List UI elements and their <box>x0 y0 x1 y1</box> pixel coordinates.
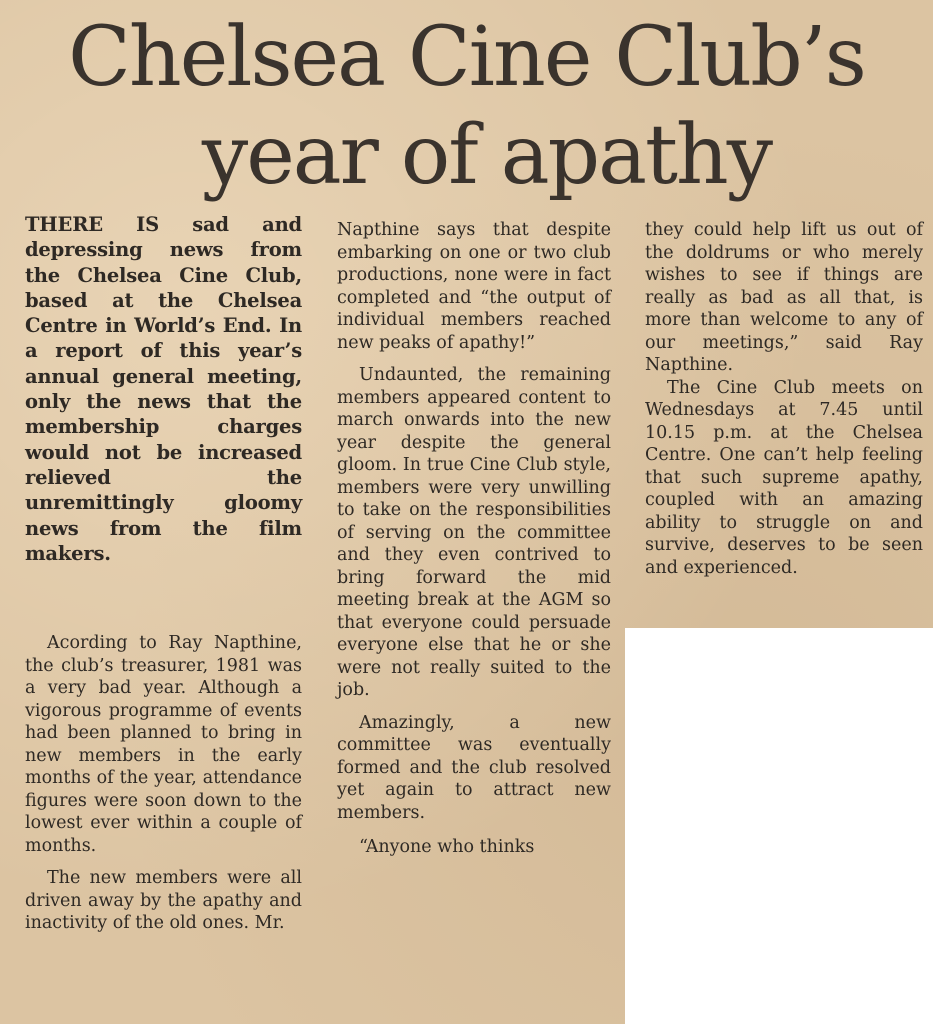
col2-paragraph-3: Amazingly, a new committee was eventually formed and the club resolved yet again to attract new members. <box>337 712 611 823</box>
lead-text: THERE IS sad and depressing news from the Chelsea Cine Club, based at the Chelsea Centre in World’s End. In a report of this year’s annual general meeting, only the news that the membership charges would not be increased relieved the unremittingly gloomy news from the film makers. <box>25 213 302 565</box>
col3-paragraph-2: The Cine Club meets on Wednesdays at 7.45 until 10.15 p.m. at the Chelsea Centre. One can’t help feeling that such supreme apathy, coupled with an amazing ability to struggle on and survive, deserves to be seen and experienced. <box>645 377 923 578</box>
col2-paragraph-4: “Anyone who thinks <box>359 837 535 857</box>
headline-line-1: Chelsea Cine Club’s <box>68 10 865 105</box>
column-2 <box>337 219 611 859</box>
col2-paragraph-2: Undaunted, the remaining members appeared content to march onwards into the new year despite the general gloom. In true Cine Club style, members were very unwilling to take on the responsibilities of serving on the committee and they even contrived to bring forward the mid meeting break at the AGM so that everyone could persuade everyone else that he or she were not really suited to the job. <box>337 365 611 700</box>
column-1 <box>25 632 302 935</box>
headline <box>0 6 933 202</box>
col1-paragraph-2: The new members were all driven away by the apathy and inactivity of the old ones. Mr. <box>25 868 302 933</box>
lead-paragraph <box>25 212 302 566</box>
headline-line-2: year of apathy <box>201 108 772 203</box>
col1-paragraph-1: Acording to Ray Napthine, the club’s treasurer, 1981 was a very bad year. Although a vigorous programme of events had been planned to bring in new members in the early months of the year, attendance figures were soon down to the lowest ever within a couple of months. <box>25 633 302 856</box>
column-3 <box>645 219 923 579</box>
col3-paragraph-1: they could help lift us out of the doldrums or who merely wishes to see if things are really as bad as all that, is more than welcome to any of our meetings,” said Ray Napthine. <box>645 220 923 375</box>
col2-paragraph-1: Napthine says that despite embarking on one or two club productions, none were in fact completed and “the output of individual members reached new peaks of apathy!” <box>337 220 611 353</box>
blank-area <box>625 628 933 1024</box>
